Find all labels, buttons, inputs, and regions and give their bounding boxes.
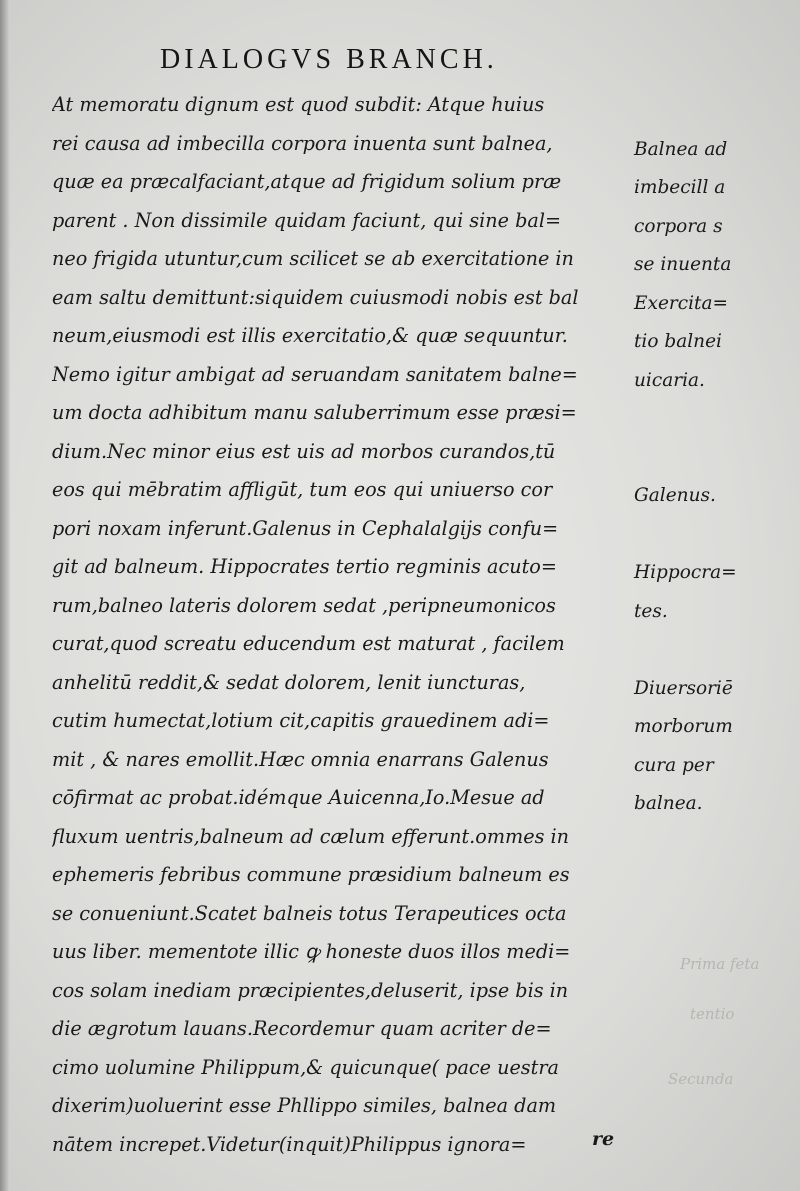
text-line: dixerim)uoluerint esse Phllippo similes, balnea dam [52, 1094, 557, 1117]
text-line: cōfirmat ac probat.idémque Auicenna,Io.Mesue ad [52, 786, 545, 809]
text-line: At memoratu dignum est quod subdit: Atque huius [52, 93, 545, 116]
margin-note: cura per [634, 754, 714, 776]
text-line: curat,quod screatu educendum est maturat , facilem [52, 632, 565, 655]
text-line: fluxum uentris,balneum ad cælum efferunt.ommes in [52, 824, 570, 848]
text-line: anhelitū reddit,& sedat dolorem, lenit iuncturas, [52, 670, 526, 694]
text-line: parent . Non dissimile quidam faciunt, qui sine bal= [52, 208, 562, 232]
text-line: uus liber. mementote illic ꝙ honeste duos illos medi= [52, 940, 571, 963]
text-line: eam saltu demittunt:siquidem cuiusmodi nobis est bal [52, 285, 579, 309]
margin-note: balnea. [634, 793, 703, 814]
text-line: dium.Nec minor eius est uis ad morbos curandos,tū [52, 439, 556, 463]
text-line: eos qui mēbratim affligūt, tum eos qui uniuerso cor [52, 478, 553, 501]
margin-note: Balnea ad [634, 138, 728, 160]
running-header: DIALOGVS BRANCH. [160, 44, 498, 75]
text-line: quæ ea præcalfaciant,atque ad frigidum solium præ [52, 170, 562, 193]
text-line: neo frigida utuntur,cum scilicet se ab exercitatione in [52, 247, 574, 270]
margin-note: tes. [634, 600, 668, 622]
margin-note: Diuersoriē [634, 677, 733, 699]
text-line: se conueniunt.Scatet balneis totus Terapeutices octa [52, 901, 567, 925]
text-line: die ægrotum lauans.Recordemur quam acriter de= [52, 1017, 552, 1040]
margin-note: imbecill a [634, 177, 726, 198]
main-text-block [52, 86, 632, 1164]
text-line: git ad balneum. Hippocrates tertio regminis acuto= [52, 555, 557, 578]
text-line: rei causa ad imbecilla corpora inuenta sunt balnea, [52, 131, 553, 155]
margin-note: uicaria. [634, 369, 705, 391]
catchword: re [592, 1128, 615, 1150]
text-line: nātem increpet.Videtur(inquit)Philippus ignora= [52, 1132, 527, 1156]
margin-note: morborum [634, 716, 733, 737]
text-line: cutim humectat,lotium cit,capitis grauedinem adi= [52, 709, 550, 732]
margin-note: corpora s [634, 215, 723, 237]
text-line: pori noxam inferunt.Galenus in Cephalalgijs confu= [52, 516, 559, 540]
text-line: neum,eiusmodi est illis exercitatio,& quæ sequuntur. [52, 324, 568, 347]
text-line: um docta adhibitum manu saluberrimum esse præsi= [52, 401, 577, 424]
text-line: mit , & nares emollit.Hæc omnia enarrans Galenus [52, 747, 549, 771]
text-line: cimo uolumine Philippum,& quicunque( pace uestra [52, 1055, 559, 1079]
margin-note: Hippocra= [634, 562, 737, 583]
margin-note: Exercita= [634, 292, 728, 314]
show-through-text: tentio [690, 1005, 735, 1023]
text-line: ephemeris febribus commune præsidium balneum es [52, 863, 570, 886]
margin-note: se inuenta [634, 254, 732, 275]
text-line: cos solam inediam præcipientes,deluserit, ipse bis in [52, 978, 569, 1002]
margin-note: Galenus. [634, 485, 716, 506]
show-through-text: Secunda [668, 1070, 734, 1088]
show-through-text: Prima feta [680, 955, 760, 973]
page-gutter-shadow [0, 0, 10, 1191]
text-line: Nemo igitur ambigat ad seruandam sanitatem balne= [52, 362, 578, 386]
margin-note: tio balnei [634, 331, 722, 352]
text-line: rum,balneo lateris dolorem sedat ,peripneumonicos [52, 593, 556, 617]
